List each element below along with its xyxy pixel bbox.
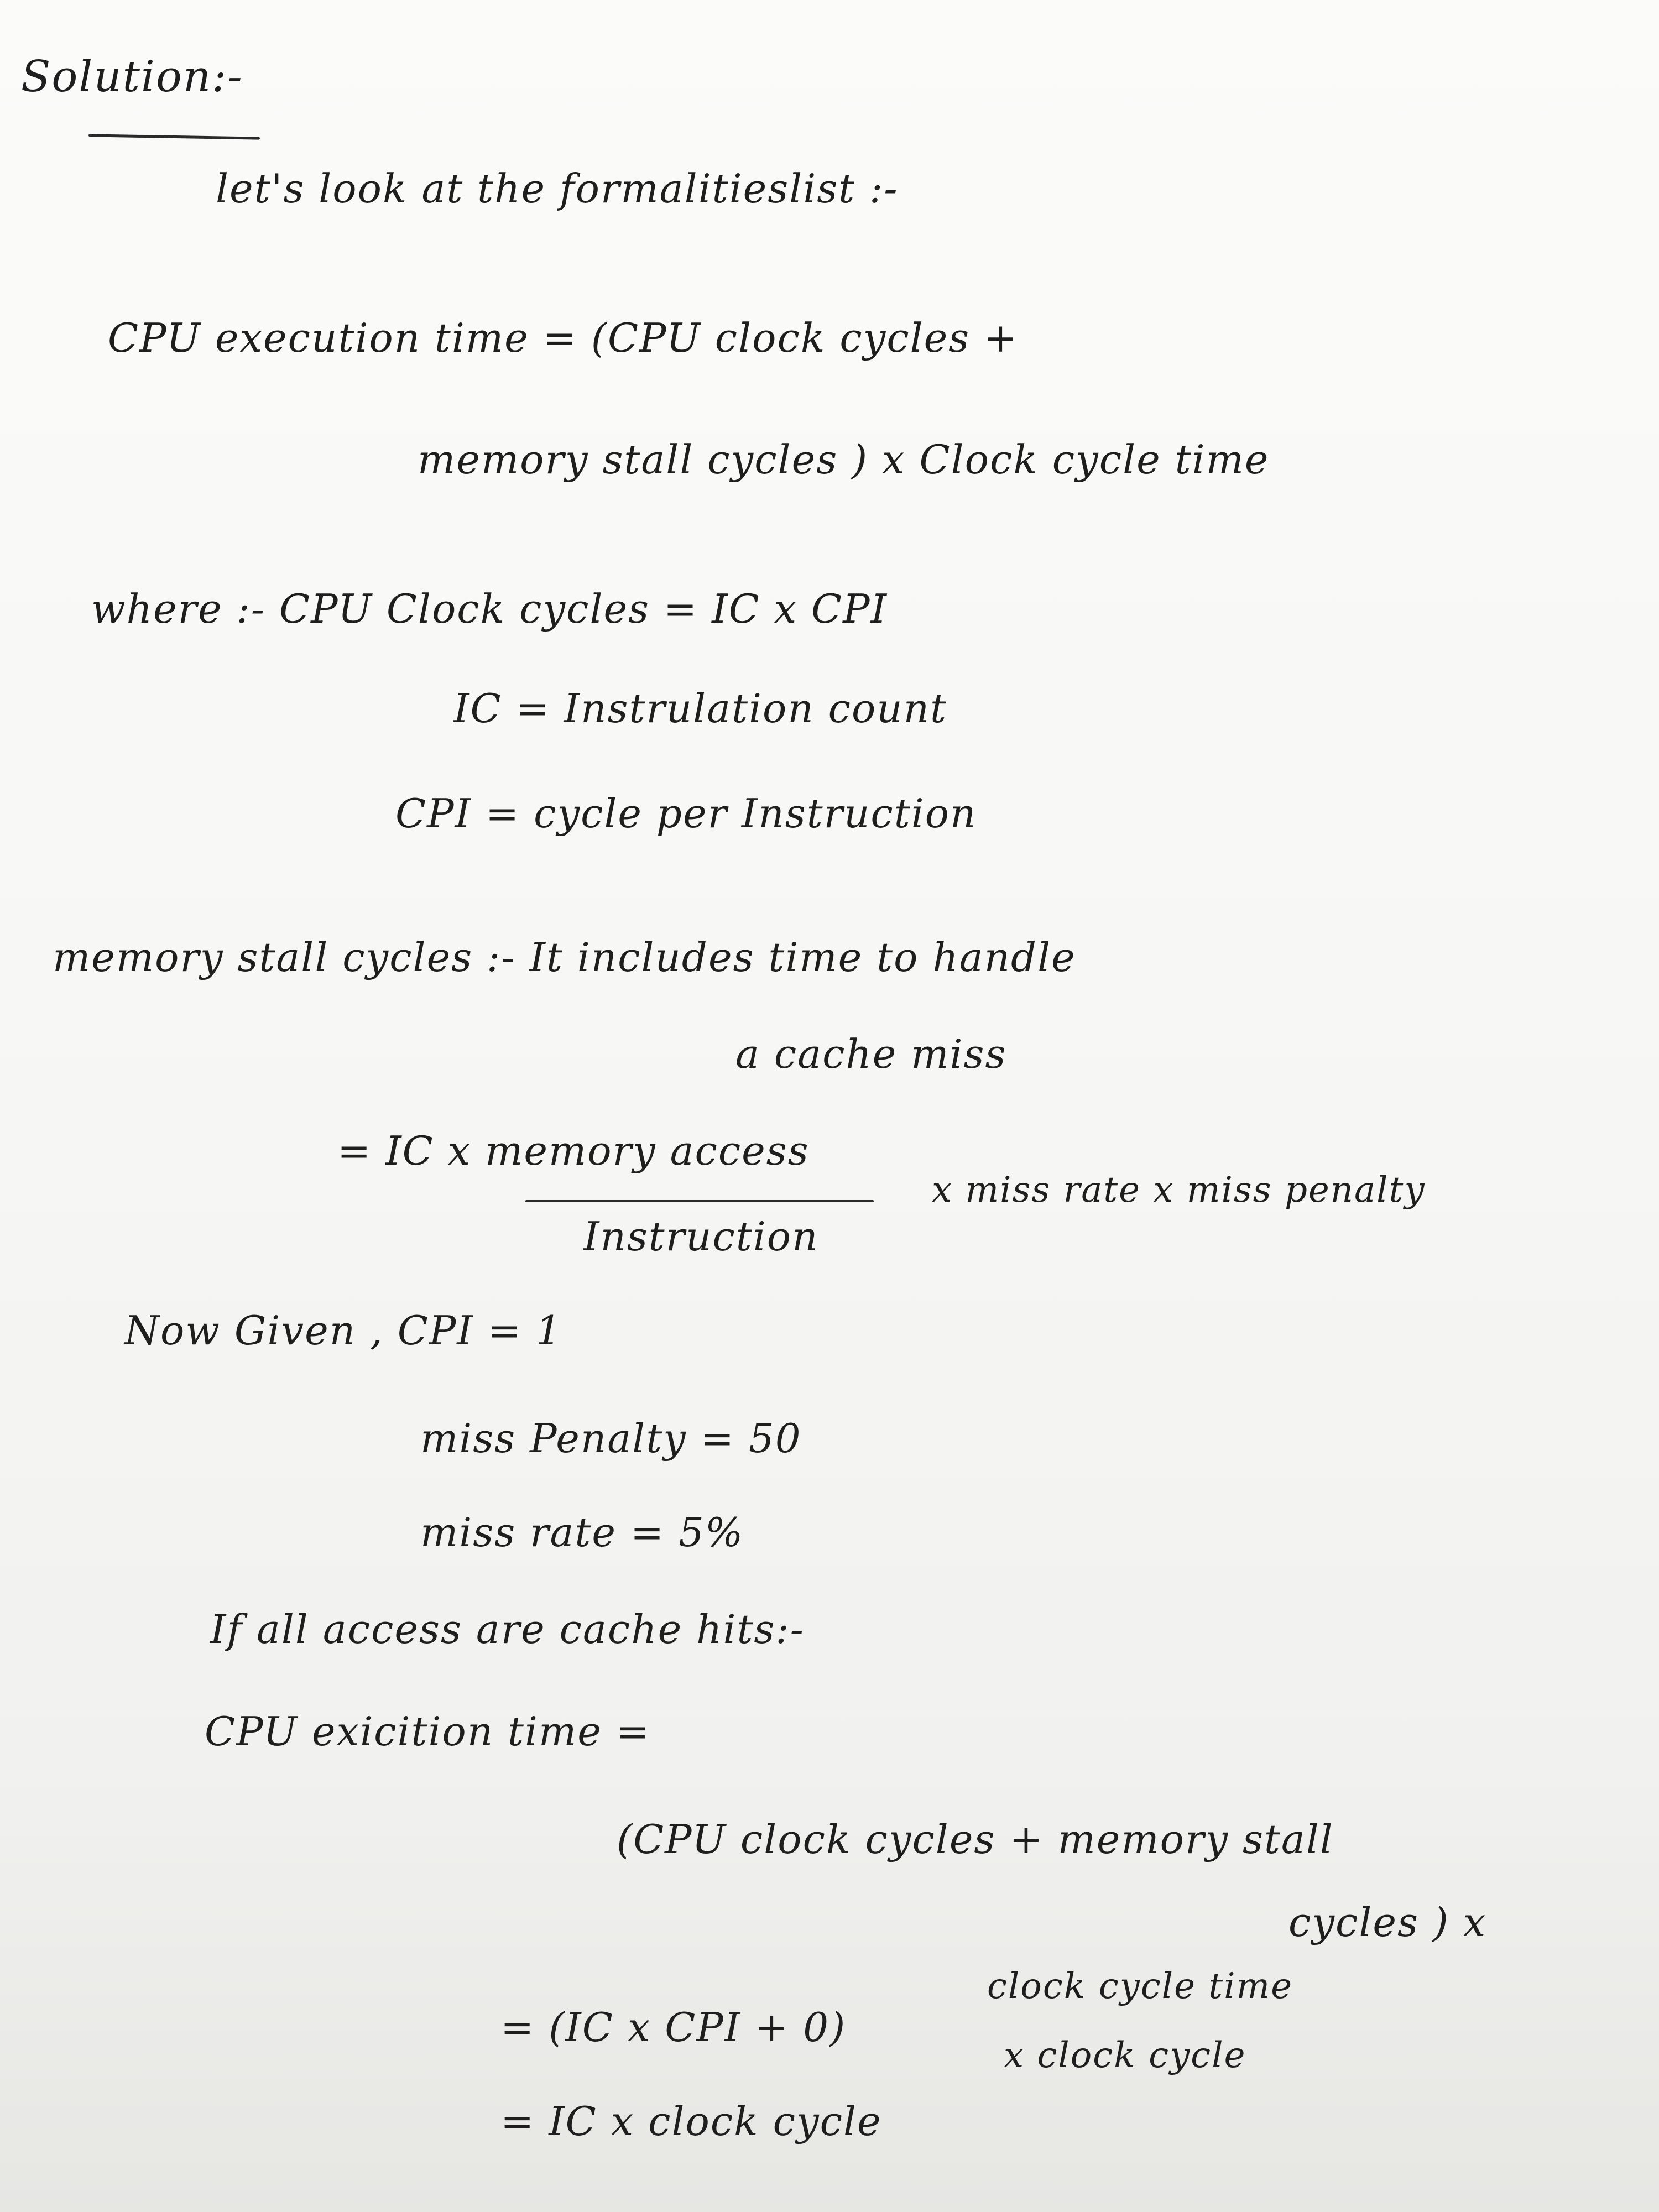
calc-line-1: (CPU clock cycles + memory stall — [617, 1816, 1334, 1863]
given-miss-rate: miss rate = 5% — [420, 1509, 744, 1556]
given-miss-penalty: miss Penalty = 50 — [420, 1415, 802, 1462]
where-line-2: IC = Instrulation count — [453, 685, 947, 732]
equation-denominator: Instruction — [583, 1213, 819, 1260]
calc-line-3-right-b: x clock cycle — [1004, 2035, 1246, 2076]
exec-time-line: CPU exicition time = — [205, 1708, 651, 1755]
intro-line: let's look at the formalitieslist :- — [216, 165, 899, 212]
heading-underline — [88, 134, 260, 139]
equation-tail: x miss rate x miss penalty — [932, 1170, 1426, 1211]
calc-line-3-right-a: clock cycle time — [987, 1966, 1293, 2007]
where-line-3: CPI = cycle per Instruction — [395, 790, 977, 837]
formula-line-1: CPU execution time = (CPU clock cycles + — [108, 315, 1019, 361]
calc-line-3-left: = (IC x CPI + 0) — [500, 2004, 847, 2051]
formula-line-2: memory stall cycles ) x Clock cycle time — [418, 436, 1270, 483]
given-cpi: Now Given , CPI = 1 — [124, 1307, 562, 1354]
stall-line-1: memory stall cycles :- It includes time to handle — [53, 934, 1076, 980]
cache-hits-line: If all access are cache hits:- — [210, 1606, 805, 1652]
calc-line-4: = IC x clock cycle — [500, 2098, 882, 2145]
solution-heading: Solution:- — [21, 52, 243, 102]
stall-line-2: a cache miss — [735, 1031, 1007, 1077]
where-line-1: where :- CPU Clock cycles = IC x CPI — [91, 586, 888, 632]
calc-line-2: cycles ) x — [1288, 1899, 1487, 1945]
equation-numerator: = IC x memory access — [337, 1128, 810, 1174]
fraction-bar — [525, 1200, 874, 1202]
